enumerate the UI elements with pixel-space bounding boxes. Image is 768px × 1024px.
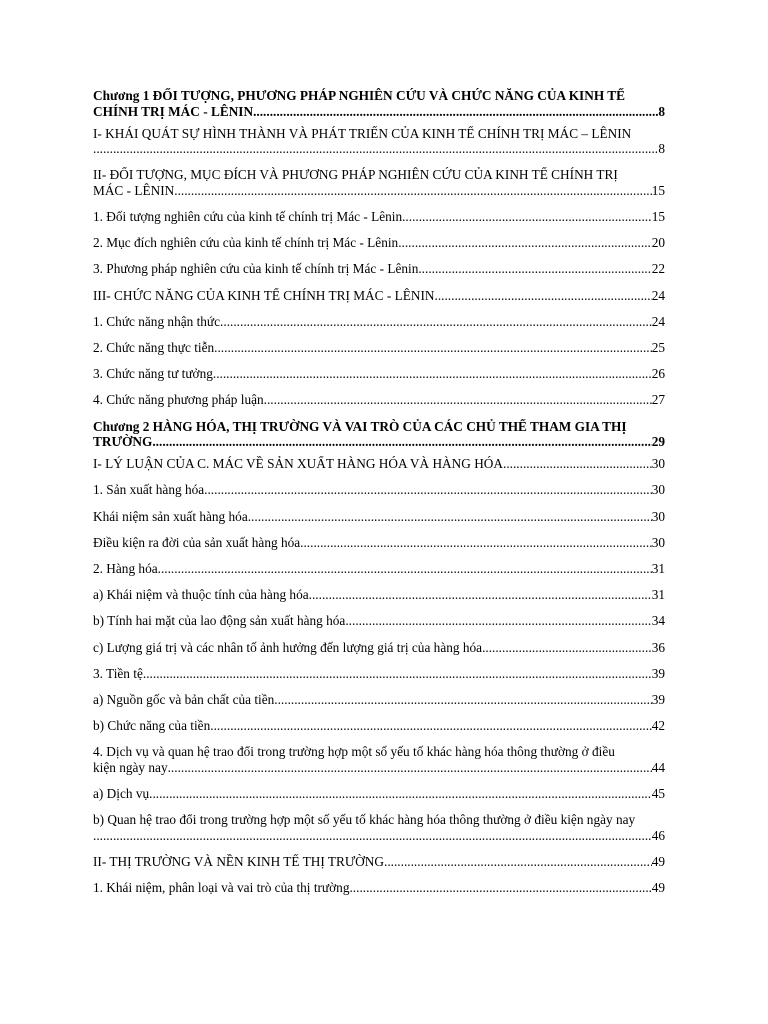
toc-dot-leader: [204, 482, 652, 498]
toc-entry-c2-1[interactable]: [93, 456, 665, 472]
toc-entry-last-line: [93, 561, 665, 577]
toc-entry-last-line: [93, 434, 665, 450]
toc-page-number: 8: [658, 141, 665, 157]
toc-dot-leader: [168, 760, 652, 776]
toc-entry-c1-3-1[interactable]: [93, 314, 665, 330]
toc-entry-title: a) Nguồn gốc và bản chất của tiền: [93, 691, 275, 707]
toc-entry-last-line: [93, 235, 665, 251]
table-of-contents: [93, 88, 665, 906]
toc-entry-text-line: 4. Dịch vụ và quan hệ trao đổi trong trường hợp một số yếu tố khác hàng hóa thông thường ở điều: [93, 744, 615, 760]
toc-page-number: 39: [651, 691, 665, 707]
toc-entry-last-line: [93, 828, 665, 844]
toc-dot-leader: [93, 141, 658, 157]
toc-entry-title: a) Khái niệm và thuộc tính của hàng hóa: [93, 587, 309, 603]
toc-entry-c1-3-3[interactable]: [93, 366, 665, 382]
toc-entry-c2-1-3a[interactable]: [93, 692, 665, 708]
toc-entry-c1-3-4[interactable]: [93, 392, 665, 408]
toc-page-number: 31: [651, 587, 665, 603]
toc-entry-last-line: [93, 854, 665, 870]
toc-page-number: 15: [651, 182, 665, 198]
toc-entry-last-line: [93, 613, 665, 629]
toc-page-number: 27: [651, 392, 665, 408]
toc-entry-last-line: [93, 640, 665, 656]
toc-entry-last-line: [93, 392, 665, 408]
toc-entry-last-line: [93, 104, 665, 120]
toc-entry-title: TRƯỜNG: [93, 434, 153, 450]
toc-entry-last-line: [93, 535, 665, 551]
toc-entry-last-line: [93, 314, 665, 330]
toc-entry-title: III- CHỨC NĂNG CỦA KINH TẾ CHÍNH TRỊ MÁC - LÊNIN: [93, 287, 435, 303]
toc-entry-c1-3-2[interactable]: [93, 340, 665, 356]
toc-entry-title: MÁC - LÊNIN: [93, 182, 175, 198]
toc-entry-text-line: b) Quan hệ trao đổi trong trường hợp một số yếu tố khác hàng hóa thông thường ở điều kiện ngày nay: [93, 812, 636, 828]
toc-dot-leader: [149, 786, 652, 802]
toc-page-number: 39: [651, 665, 665, 681]
toc-entry-c1-2[interactable]: [93, 167, 665, 198]
toc-dot-leader: [418, 261, 651, 277]
toc-entry-title: Điều kiện ra đời của sản xuất hàng hóa: [93, 534, 301, 550]
toc-entry-last-line: [93, 183, 665, 199]
toc-entry-c2[interactable]: [93, 419, 665, 450]
toc-page-number: 8: [658, 103, 665, 119]
toc-entry-text-line: II- ĐỐI TƯỢNG, MỤC ĐÍCH VÀ PHƯƠNG PHÁP NGHIÊN CỨU CỦA KINH TẾ CHÍNH TRỊ: [93, 167, 618, 183]
toc-entry-c2-1-2[interactable]: [93, 561, 665, 577]
toc-entry-title: b) Chức năng của tiền: [93, 718, 211, 734]
toc-entry-title: 2. Hàng hóa: [93, 561, 158, 576]
toc-entry-c2-1-2b[interactable]: [93, 613, 665, 629]
toc-entry-title: 4. Chức năng phương pháp luận: [93, 392, 264, 408]
toc-page-number: 31: [651, 561, 665, 576]
toc-page-number: 29: [651, 434, 665, 450]
toc-entry-title: CHÍNH TRỊ MÁC - LÊNIN: [93, 103, 254, 119]
toc-page-number: 24: [651, 313, 665, 329]
toc-dot-leader: [152, 434, 651, 450]
toc-entry-title: 3. Phương pháp nghiên cứu của kinh tế chính trị Mác - Lênin: [93, 261, 419, 277]
toc-entry-title: I- LÝ LUẬN CỦA C. MÁC VỀ SẢN XUẤT HÀNG HÓA VÀ HÀNG HÓA: [93, 456, 503, 472]
toc-page-number: 24: [651, 287, 665, 303]
toc-dot-leader: [210, 718, 651, 734]
toc-entry-title: b) Tính hai mặt của lao động sản xuất hàng hóa: [93, 613, 346, 629]
toc-entry-title: 2. Chức năng thực tiễn: [93, 340, 215, 355]
toc-entry-c2-1-2a[interactable]: [93, 587, 665, 603]
toc-entry-text-line: I- KHÁI QUÁT SỰ HÌNH THÀNH VÀ PHÁT TRIỂN CỦA KINH TẾ CHÍNH TRỊ MÁC – LÊNIN: [93, 125, 632, 141]
toc-dot-leader: [398, 235, 652, 251]
toc-page-number: 49: [651, 880, 665, 896]
toc-entry-text-line: Chương 2 HÀNG HÓA, THỊ TRƯỜNG VÀ VAI TRÒ CỦA CÁC CHỦ THỂ THAM GIA THỊ: [93, 418, 627, 434]
toc-entry-last-line: [93, 456, 665, 472]
toc-entry-title: II- THỊ TRƯỜNG VÀ NỀN KINH TẾ THỊ TRƯỜNG: [93, 853, 384, 869]
toc-entry-c2-1-2c[interactable]: [93, 640, 665, 656]
toc-entry-c1-2-3[interactable]: [93, 261, 665, 277]
toc-page-number: 34: [651, 613, 665, 629]
toc-dot-leader: [143, 666, 652, 682]
toc-entry-c2-1-3[interactable]: [93, 666, 665, 682]
toc-dot-leader: [435, 288, 652, 304]
toc-dot-leader: [213, 366, 652, 382]
toc-entry-last-line: [93, 760, 665, 776]
toc-entry-c1-1[interactable]: [93, 126, 665, 157]
toc-dot-leader: [503, 456, 652, 472]
toc-entry-c2-1-1a[interactable]: [93, 509, 665, 525]
toc-entry-last-line: [93, 340, 665, 356]
toc-page-number: 30: [651, 534, 665, 550]
toc-page-number: 30: [651, 482, 665, 498]
toc-entry-c2-2[interactable]: [93, 854, 665, 870]
toc-page-number: 20: [651, 235, 665, 251]
toc-entry-title: a) Dịch vụ: [93, 786, 150, 801]
toc-entry-title: 3. Tiền tệ: [93, 665, 143, 681]
toc-entry-title: 1. Khái niệm, phân loại và vai trò của thị trường: [93, 880, 350, 896]
toc-entry-c2-1-1b[interactable]: [93, 535, 665, 551]
toc-entry-c2-1-1[interactable]: [93, 482, 665, 498]
toc-dot-leader: [274, 692, 651, 708]
toc-entry-title: 2. Mục đích nghiên cứu của kinh tế chính trị Mác - Lênin: [93, 235, 399, 251]
toc-dot-leader: [220, 314, 652, 330]
toc-entry-last-line: [93, 718, 665, 734]
toc-dot-leader: [402, 209, 652, 225]
toc-dot-leader: [214, 340, 652, 356]
toc-entry-c2-1-4[interactable]: [93, 744, 665, 775]
toc-entry-last-line: [93, 666, 665, 682]
toc-entry-title: Khái niệm sản xuất hàng hóa: [93, 508, 248, 524]
toc-page-number: 30: [651, 508, 665, 524]
toc-entry-c1-2-2[interactable]: [93, 235, 665, 251]
toc-entry-last-line: [93, 880, 665, 896]
toc-entry-title: 1. Chức năng nhận thức: [93, 313, 221, 329]
toc-entry-c1-2-1[interactable]: [93, 209, 665, 225]
toc-dot-leader: [482, 640, 652, 656]
toc-page-number: 25: [651, 340, 665, 355]
toc-entry-last-line: [93, 141, 665, 157]
toc-page-number: 42: [651, 718, 665, 734]
toc-page-number: 30: [651, 456, 665, 472]
toc-dot-leader: [309, 587, 652, 603]
toc-entry-last-line: [93, 482, 665, 498]
toc-entry-title: c) Lượng giá trị và các nhân tố ảnh hưởng đến lượng giá trị của hàng hóa: [93, 639, 483, 655]
toc-entry-last-line: [93, 261, 665, 277]
toc-entry-last-line: [93, 209, 665, 225]
toc-dot-leader: [264, 392, 652, 408]
toc-page-number: 44: [651, 759, 665, 775]
toc-page-number: 26: [651, 366, 665, 382]
toc-entry-title: kiện ngày nay: [93, 759, 168, 775]
toc-entry-last-line: [93, 509, 665, 525]
toc-entry-last-line: [93, 288, 665, 304]
toc-entry-c1-3[interactable]: [93, 288, 665, 304]
toc-page-number: 45: [651, 786, 665, 801]
toc-entry-c2-1-3b[interactable]: [93, 718, 665, 734]
toc-page-number: 22: [651, 261, 665, 277]
toc-dot-leader: [300, 535, 652, 551]
toc-entry-last-line: [93, 692, 665, 708]
toc-entry-title: 1. Sản xuất hàng hóa: [93, 482, 205, 498]
toc-page-number: 36: [651, 639, 665, 655]
toc-dot-leader: [158, 561, 652, 577]
toc-dot-leader: [93, 828, 652, 844]
toc-entry-last-line: [93, 786, 665, 802]
toc-entry-title: 1. Đối tượng nghiên cứu của kinh tế chính trị Mác - Lênin: [93, 209, 403, 225]
toc-entry-c1[interactable]: [93, 88, 665, 119]
toc-entry-last-line: [93, 366, 665, 382]
toc-page-number: 15: [651, 209, 665, 225]
toc-page-number: 49: [651, 853, 665, 869]
toc-entry-text-line: Chương 1 ĐỐI TƯỢNG, PHƯƠNG PHÁP NGHIÊN CỨU VÀ CHỨC NĂNG CỦA KINH TẾ: [93, 88, 625, 103]
toc-entry-last-line: [93, 587, 665, 603]
toc-entry-c2-1-4a[interactable]: [93, 786, 665, 802]
toc-dot-leader: [174, 183, 651, 199]
toc-dot-leader: [384, 854, 652, 870]
toc-dot-leader: [345, 613, 651, 629]
toc-dot-leader: [253, 104, 658, 120]
toc-entry-c2-1-4b[interactable]: [93, 812, 665, 843]
toc-page-number: 46: [651, 827, 665, 843]
toc-dot-leader: [349, 880, 651, 896]
toc-dot-leader: [248, 509, 652, 525]
toc-entry-title: 3. Chức năng tư tưởng: [93, 366, 213, 382]
toc-entry-c2-2-1[interactable]: [93, 880, 665, 896]
